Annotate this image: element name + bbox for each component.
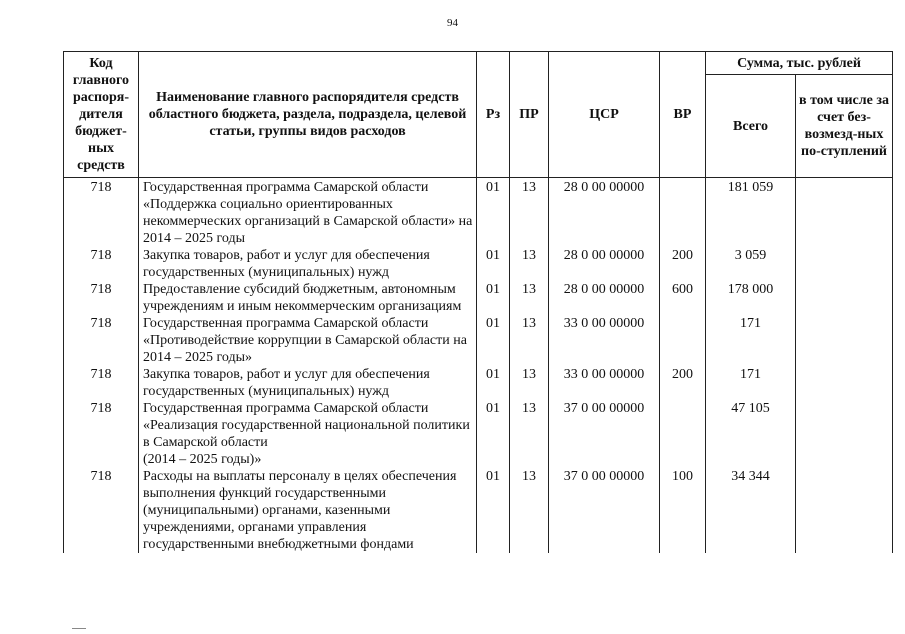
- cell-rz: 01: [477, 400, 510, 468]
- cell-code: 718: [64, 178, 139, 248]
- cell-code: 718: [64, 400, 139, 468]
- cell-name: Государственная программа Самарской области «Реализация государственной национальной политики в Самарской области (2014 – 2025 годы)»: [139, 400, 477, 468]
- cell-name: Закупка товаров, работ и услуг для обеспечения государственных (муниципальных) нужд: [139, 247, 477, 281]
- cell-name: Предоставление субсидий бюджетным, автономным учреждениям и иным некоммерческим организациям: [139, 281, 477, 315]
- header-vr: ВР: [660, 52, 706, 178]
- cell-csr: 37 0 00 00000: [549, 468, 660, 553]
- cell-rz: 01: [477, 366, 510, 400]
- cell-pr: 13: [510, 247, 549, 281]
- cell-code: 718: [64, 366, 139, 400]
- cell-pr: 13: [510, 178, 549, 248]
- cell-name: Государственная программа Самарской области «Противодействие коррупции в Самарской области на 2014 – 2025 годы»: [139, 315, 477, 366]
- cell-pr: 13: [510, 468, 549, 553]
- cell-code: 718: [64, 281, 139, 315]
- table-row: [64, 366, 893, 400]
- header-free: в том числе за счет без-возмезд-ных по-ступлений: [796, 75, 893, 178]
- table-row: [64, 281, 893, 315]
- cell-code: 718: [64, 315, 139, 366]
- cell-vr: 600: [660, 281, 706, 315]
- cell-free: [796, 178, 893, 248]
- cell-csr: 28 0 00 00000: [549, 247, 660, 281]
- cell-csr: 28 0 00 00000: [549, 178, 660, 248]
- cell-name: Закупка товаров, работ и услуг для обеспечения государственных (муниципальных) нужд: [139, 366, 477, 400]
- cell-vr: 200: [660, 366, 706, 400]
- cell-total: 171: [706, 315, 796, 366]
- cell-total: 47 105: [706, 400, 796, 468]
- cell-pr: 13: [510, 400, 549, 468]
- cell-pr: 13: [510, 281, 549, 315]
- budget-table: [63, 51, 893, 553]
- header-pr: ПР: [510, 52, 549, 178]
- table-row: [64, 315, 893, 366]
- cell-pr: 13: [510, 366, 549, 400]
- header-csr: ЦСР: [549, 52, 660, 178]
- cell-rz: 01: [477, 247, 510, 281]
- cell-vr: [660, 315, 706, 366]
- scan-mark: [72, 628, 86, 629]
- header-total: Всего: [706, 75, 796, 178]
- cell-free: [796, 247, 893, 281]
- header-name: Наименование главного распорядителя средств областного бюджета, раздела, подраздела, целевой статьи, группы видов расходов: [139, 52, 477, 178]
- table-header: [64, 52, 893, 178]
- cell-free: [796, 366, 893, 400]
- cell-csr: 33 0 00 00000: [549, 315, 660, 366]
- cell-code: 718: [64, 468, 139, 553]
- cell-pr: 13: [510, 315, 549, 366]
- cell-vr: 100: [660, 468, 706, 553]
- table-row: [64, 247, 893, 281]
- cell-code: 718: [64, 247, 139, 281]
- page-number: 94: [447, 17, 458, 29]
- cell-total: 34 344: [706, 468, 796, 553]
- table-body: [64, 178, 893, 554]
- cell-vr: [660, 400, 706, 468]
- cell-vr: [660, 178, 706, 248]
- table-row: [64, 178, 893, 248]
- header-rz: Рз: [477, 52, 510, 178]
- cell-total: 171: [706, 366, 796, 400]
- cell-rz: 01: [477, 315, 510, 366]
- table-row: [64, 400, 893, 468]
- cell-rz: 01: [477, 281, 510, 315]
- cell-vr: 200: [660, 247, 706, 281]
- cell-csr: 37 0 00 00000: [549, 400, 660, 468]
- cell-total: 181 059: [706, 178, 796, 248]
- table-row: [64, 468, 893, 553]
- cell-name: Расходы на выплаты персоналу в целях обеспечения выполнения функций государственными (муниципальными) органами, казенными учреждениями, органами управления государственными внебюджетными фондами: [139, 468, 477, 553]
- cell-rz: 01: [477, 468, 510, 553]
- cell-name: Государственная программа Самарской области «Поддержка социально ориентированных некоммерческих организаций в Самарской области» на 2014 – 2025 годы: [139, 178, 477, 248]
- cell-free: [796, 281, 893, 315]
- cell-rz: 01: [477, 178, 510, 248]
- cell-free: [796, 468, 893, 553]
- header-code: Код главного распоря-дителя бюджет-ных средств: [64, 52, 139, 178]
- cell-free: [796, 315, 893, 366]
- budget-table-wrapper: [63, 51, 892, 553]
- cell-total: 3 059: [706, 247, 796, 281]
- header-sum: Сумма, тыс. рублей: [706, 52, 893, 75]
- cell-free: [796, 400, 893, 468]
- cell-csr: 28 0 00 00000: [549, 281, 660, 315]
- cell-csr: 33 0 00 00000: [549, 366, 660, 400]
- cell-total: 178 000: [706, 281, 796, 315]
